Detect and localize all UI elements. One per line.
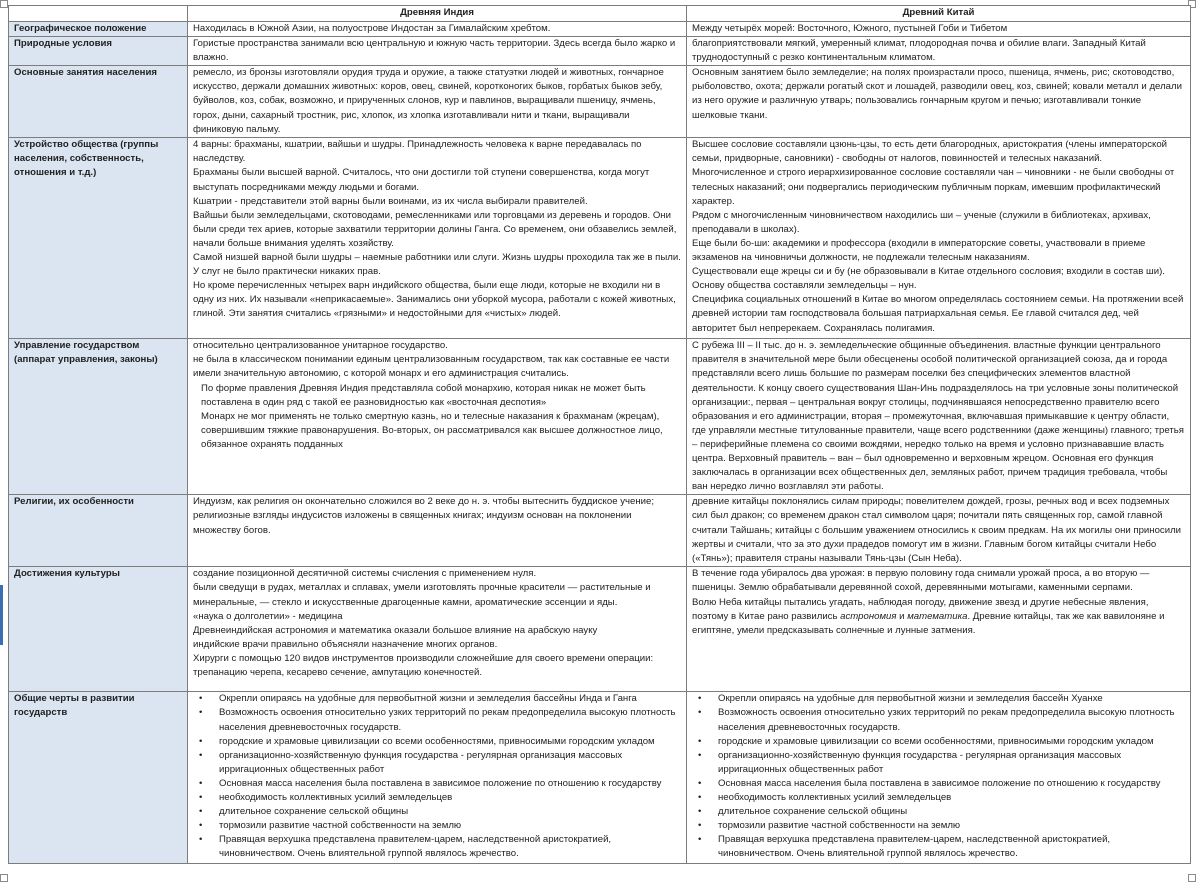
bullet-icon: •: [199, 735, 203, 747]
list-item-text: городские и храмовые цивилизации со всеми особенностями, привносимыми городским укладом: [718, 735, 1154, 747]
row-nature: [9, 37, 1191, 66]
text-line: Высшее сословие составляли цзюнь-цзы, то есть дети благородных, аристократия (члены императорской семьи, придворные, сановники) - свободны от налогов, повинностей и телесных наказаний.: [692, 139, 1168, 165]
row-label-occupations: Основные занятия населения: [9, 66, 188, 138]
selection-handle-bottom-right: [1188, 874, 1196, 882]
bullet-icon: •: [698, 693, 702, 705]
india-society: [188, 138, 687, 339]
bullet-icon: •: [199, 693, 203, 705]
row-government: [9, 339, 1191, 495]
list-item: [199, 819, 681, 833]
row-label-common: Общие черты в развитии государств: [9, 692, 188, 864]
list-item: [698, 791, 1185, 805]
list-item-text: организационно-хозяйственную функция государства - регулярная организация массовых ирригационных общественных работ: [718, 749, 1122, 775]
bullet-icon: •: [698, 777, 702, 789]
china-geography: [687, 22, 1191, 37]
list-item: [698, 805, 1185, 819]
row-culture: [9, 567, 1191, 692]
bullet-icon: •: [698, 834, 702, 846]
india-religion: [188, 495, 687, 567]
text-line: создание позиционной десятичной системы счисления с применением нуля.: [193, 568, 537, 580]
row-label-geography: Географическое положение: [9, 22, 188, 37]
text-line: были сведущи в рудах, металлах и сплавах, умели изготовлять прочные красители — растительные и минеральные, — стекло и искусственные драгоценные камни, ароматические эссенции и яды.: [193, 582, 651, 608]
text-line: По форме правления Древняя Индия представляла собой монархию, которая никак не может быть поставлена в один ряд с такой ее разновидностью как «восточная деспотия»: [201, 382, 646, 408]
text-line: Существовали еще жрецы си и бу (не образовывали в Китае отдельного сословия; входили в состав ши).: [692, 266, 1165, 278]
text-span-italic: астрономия: [840, 610, 897, 622]
list-item-text: Окрепли опираясь на удобные для первобытной жизни и земледелия бассейны Инда и Ганга: [219, 693, 637, 705]
text-line: Индуизм, как религия он окончательно сложился во 2 веке до н. э. чтобы вытеснить буддиское учение; религиозные взгляды индусистов изложены в священных книгах; индуизм основан на поклонении множеству богов.: [193, 496, 654, 536]
text-line: индийские врачи правильно объясняли назначение многих органов.: [193, 638, 498, 650]
list-item: [199, 833, 681, 861]
selection-handle-top-left: [0, 0, 8, 8]
china-occupations: [687, 66, 1191, 138]
text-line: Специфика социальных отношений в Китае во многом определялась состоянием семьи. На протяжении всей древней истории там господствовала большая патриархальная семья. Ее главой считался дед, чей авторитет был непререкаем. Сохранялась полигамия.: [692, 294, 1184, 334]
text-line: ремесло, из бронзы изготовляли орудия труда и оружие, а также статуэтки людей и животных, гончарное искусство, держали домашних животных: коров, овец, свиней, коротконогих быков, горбатых быков зебу, буйволов, коз, собак, возможно, и прирученных слонов, кур и павлинов, выращивали пшеницу, ячмень, горох, дыни, сахарный тростник, рис, хлопок, из хлопка изготавливали нити и ткани, выращивали финиковую пальму.: [193, 67, 664, 135]
list-item-text: Основная масса населения была поставлена в зависимое положение по отношению к государству: [718, 777, 1161, 789]
list-item: [698, 777, 1185, 791]
india-culture: [188, 567, 687, 692]
text-line: Брахманы были высшей варной. Считалось, что они достигли той ступени совершенства, когда могут выступать посредниками между людьми и богами.: [193, 167, 650, 193]
india-occupations: [188, 66, 687, 138]
row-label-society: Устройство общества (группы населения, собственность, отношения и т.д.): [9, 138, 188, 339]
text-line: Основу общества составляли земледельцы – нун.: [692, 280, 917, 292]
list-item-text: длительное сохранение сельской общины: [219, 806, 409, 818]
list-item-text: Возможность освоения относительно узких территорий по рекам предопределила высокую плотность населения древневосточных государств.: [718, 707, 1175, 733]
list-item: [698, 706, 1185, 734]
china-common: [687, 692, 1191, 864]
bullet-icon: •: [199, 707, 203, 719]
list-item-text: длительное сохранение сельской общины: [718, 806, 908, 818]
list-item: [698, 833, 1185, 861]
text-line: Древнеиндийская астрономия и математика оказали большое влияние на арабскую науку: [193, 624, 598, 636]
bullet-icon: •: [199, 791, 203, 803]
list-item: [199, 735, 681, 749]
list-item-text: тормозили развитие частной собственности на землю: [718, 820, 961, 832]
bullet-list: [692, 692, 1185, 861]
india-common: [188, 692, 687, 864]
list-item: [698, 735, 1185, 749]
selection-handle-bottom-left: [0, 874, 8, 882]
list-item: [698, 819, 1185, 833]
text-line: Основным занятием было земледелие; на полях произрастали просо, пшеница, ячмень, рис; скотоводство, рыболовство, охота; держали рогатый скот и лошадей, разводили овец, коз, свиней; ковали металл и делали из него оружие и различную утварь; пользовались гончарным кругом и печью; изготавливали тонкие шелковые ткани.: [692, 67, 1182, 121]
list-item: [698, 749, 1185, 777]
row-society: [9, 138, 1191, 339]
list-item: [698, 692, 1185, 706]
row-occupations: [9, 66, 1191, 138]
china-nature: [687, 37, 1191, 66]
list-item: [199, 791, 681, 805]
india-nature: [188, 37, 687, 66]
india-geography: [188, 22, 687, 37]
list-item-text: необходимость коллективных усилий земледельцев: [718, 791, 952, 803]
header-china: Древний Китай: [687, 6, 1191, 22]
bullet-list: [193, 692, 681, 861]
china-religion: [687, 495, 1191, 567]
list-item-text: Правящая верхушка представлена правителем-царем, наследственной аристократией, чиновничеством. Очень влиятельной группой являлось жречество.: [718, 834, 1111, 860]
bullet-icon: •: [698, 806, 702, 818]
text-line: Гористые пространства занимали всю центральную и южную часть территории. Здесь всегда было жарко и влажно.: [193, 38, 676, 64]
bullet-icon: •: [199, 777, 203, 789]
row-religion: [9, 495, 1191, 567]
india-government: [188, 339, 687, 495]
header-row: [9, 6, 1191, 22]
bullet-icon: •: [698, 820, 702, 832]
list-item: [199, 706, 681, 734]
comparison-table: [8, 5, 1191, 864]
text-line: Многочисленное и строго иерархизированное сословие составляли чан – чиновники - не были свободны от телесных наказаний; они подвергались периодическим публичным поркам, имевшим профилактический характер.: [692, 167, 1175, 207]
text-line: Рядом с многочисленным чиновничеством находились ши – ученые (служили в библиотеках, архивах, преподавали в школах).: [692, 209, 1151, 235]
text-line: Хирурги с помощью 120 видов инструментов производили сложнейшие для своего времени операции: трепанацию черепа, кесарево сечение, ампутацию конечностей.: [193, 652, 654, 678]
text-line: Монарх не мог применять не только смертную казнь, но и телесные наказания к брахманам (жрецам), совершившим тяжкие правонарушения. Во-вторых, он рассматривался как высшее должностное лицо, обязанное охранять подданных: [201, 410, 663, 450]
text-line: Вайшьи были земледельцами, скотоводами, ремесленниками или торговцами из деревень и городов. Они были среди тех ариев, которые захватили территории долины Ганга. Со временем, они обзавелись землей, начали больше внимания уделять хозяйству.: [193, 209, 677, 249]
text-line: Между четырёх морей: Восточного, Южного, пустыней Гоби и Тибетом: [692, 23, 1008, 34]
row-common: [9, 692, 1191, 864]
china-society: [687, 138, 1191, 339]
row-label-religion: Религии, их особенности: [9, 495, 188, 567]
text-line: В течение года убиралось два урожая: в первую половину года снимали урожай проса, а во вторую — пшеницы. Землю обрабатывали деревянной сохой, деревянными мотыгами, каменными серпами.: [692, 568, 1150, 594]
list-item-text: Окрепли опираясь на удобные для первобытной жизни и земледелия бассейн Хуанхе: [718, 693, 1103, 705]
list-item: [199, 749, 681, 777]
text-line: Но кроме перечисленных четырех варн индийского общества, были еще люди, которые не входили ни в одну из них. Их называли «неприкасаемые». Занимались они уборкой мусора, работали с кожей животных, глиной. Эти занятия считались «грязными» и недостойными для «чистых» людей.: [193, 280, 676, 320]
bullet-icon: •: [698, 791, 702, 803]
bullet-icon: •: [698, 749, 702, 761]
list-item-text: городские и храмовые цивилизации со всеми особенностями, привносимыми городским укладом: [219, 735, 655, 747]
header-corner: [9, 6, 188, 22]
bullet-icon: •: [199, 806, 203, 818]
text-line: древние китайцы поклонялись силам природы; повелителем дождей, грозы, речных вод и всех подземных сил был дракон; со временем дракон стал символом царя; почитали пять священных гор, самой главной считали Тайшань; китайцы с большим уважением относились к своим предкам. На их могилы они приносили жертвы и считали, что за это духи прадедов помогут им в жизни. Главным богом китайцы считали Небо («Тянь»); правителя страны называли Тянь-цзы (Сын Неба).: [692, 496, 1182, 564]
bullet-icon: •: [698, 735, 702, 747]
header-india: Древняя Индия: [188, 6, 687, 22]
text-span: . Древние китайцы, так же как вавилоняне и египтяне, умели предсказывать солнечные и лунные затмения.: [692, 610, 1165, 636]
list-item-text: Основная масса населения была поставлена в зависимое положение по отношению к государству: [219, 777, 662, 789]
list-item-text: Правящая верхушка представлена правителем-царем, наследственной аристократией, чиновничеством. Очень влиятельной группой являлось жречество.: [219, 834, 612, 860]
row-geography: [9, 22, 1191, 37]
text-line: Самой низшей варной были шудры – наемные работники или слуги. Жизнь шудры проходила так же в пыли. У слуг не было практически никаких прав.: [193, 252, 681, 278]
text-line: Кшатрии - представители этой варны были воинами, из их числа выбирали правителей.: [193, 195, 588, 207]
side-scroll-indicator: [0, 585, 3, 645]
text-line: Еще были бо-ши: академики и профессора (входили в императорские советы, участвовали в приеме экзаменов на чиновничьи должности, не подлежали телесным наказаниям.: [692, 237, 1146, 264]
row-label-government: Управление государством (аппарат управления, законы): [9, 339, 188, 495]
bullet-icon: •: [698, 707, 702, 719]
bullet-icon: •: [199, 834, 203, 846]
text-line: не была в классическом понимании единым централизованным государством, так как составные ее части имели значительную автономию, с которой монарх и его администрация считались.: [193, 354, 670, 380]
row-label-culture: Достижения культуры: [9, 567, 188, 692]
list-item: [199, 692, 681, 706]
list-item-text: тормозили развитие частной собственности на землю: [219, 820, 462, 832]
text-span-italic: математика: [907, 610, 968, 622]
row-label-nature: Природные условия: [9, 37, 188, 66]
text-line: относительно централизованное унитарное государство.: [193, 340, 448, 352]
text-line: благоприятствовали мягкий, умеренный климат, плодородная почва и обилие влаги. Западный Китай труднодоступный с резко континентальным климатом.: [692, 38, 1146, 64]
china-culture: [687, 567, 1191, 692]
list-item: [199, 805, 681, 819]
text-line: «наука о долголетии» - медицина: [193, 610, 343, 622]
text-span: и: [896, 610, 908, 622]
list-item-text: Возможность освоения относительно узких территорий по рекам предопределила высокую плотность населения древневосточных государств.: [219, 707, 676, 733]
bullet-icon: •: [199, 820, 203, 832]
list-item: [199, 777, 681, 791]
text-line: 4 варны: брахманы, кшатрии, вайшьи и шудры. Принадлежность человека к варне передавалась по наследству.: [193, 139, 642, 165]
text-line: [692, 596, 1185, 638]
list-item-text: необходимость коллективных усилий земледельцев: [219, 791, 453, 803]
text-line: С рубежа III – II тыс. до н. э. земледельческие общинные объединения. властные функции центрального правителя в значительной мере были обесценены особой политической организацией союза, да и города представляли всего лишь большие по размерам поселки без специфических элементов властной деятельности. К концу своего существования Шан-Инь подразделялось на три условные зоны политической организации:, первая – центральная вокруг столицы, подчинявшаяся непосредственно правителю всего образования и его администрации, вторая – промежуточная, включавшая примыкавшие к центру области, где управляли местные титулованные правители, чаще всего родственники (даже женщины) главного; третья – периферийные племена со своими вождями, нередко только на время и условно признававшие власть центра. Верховный правитель – ван – был одновременно и верховным жрецом. Основная его функция заключалась в организации всех общественных дел, земляных работ, причем традиция требовала, чтобы ван нередко лично возглавлял эти работы.: [692, 340, 1184, 493]
list-item-text: организационно-хозяйственную функция государства - регулярная организация массовых ирригационных общественных работ: [219, 749, 623, 775]
text-line: Находилась в Южной Азии, на полуострове Индостан за Гималайским хребтом.: [193, 23, 551, 34]
text-span: Волю Неба китайцы пытались угадать, наблюдая погоду, движение звезд и другие небесные явления, поэтому в Китае рано развились: [692, 596, 1149, 622]
bullet-icon: •: [199, 749, 203, 761]
china-government: [687, 339, 1191, 495]
